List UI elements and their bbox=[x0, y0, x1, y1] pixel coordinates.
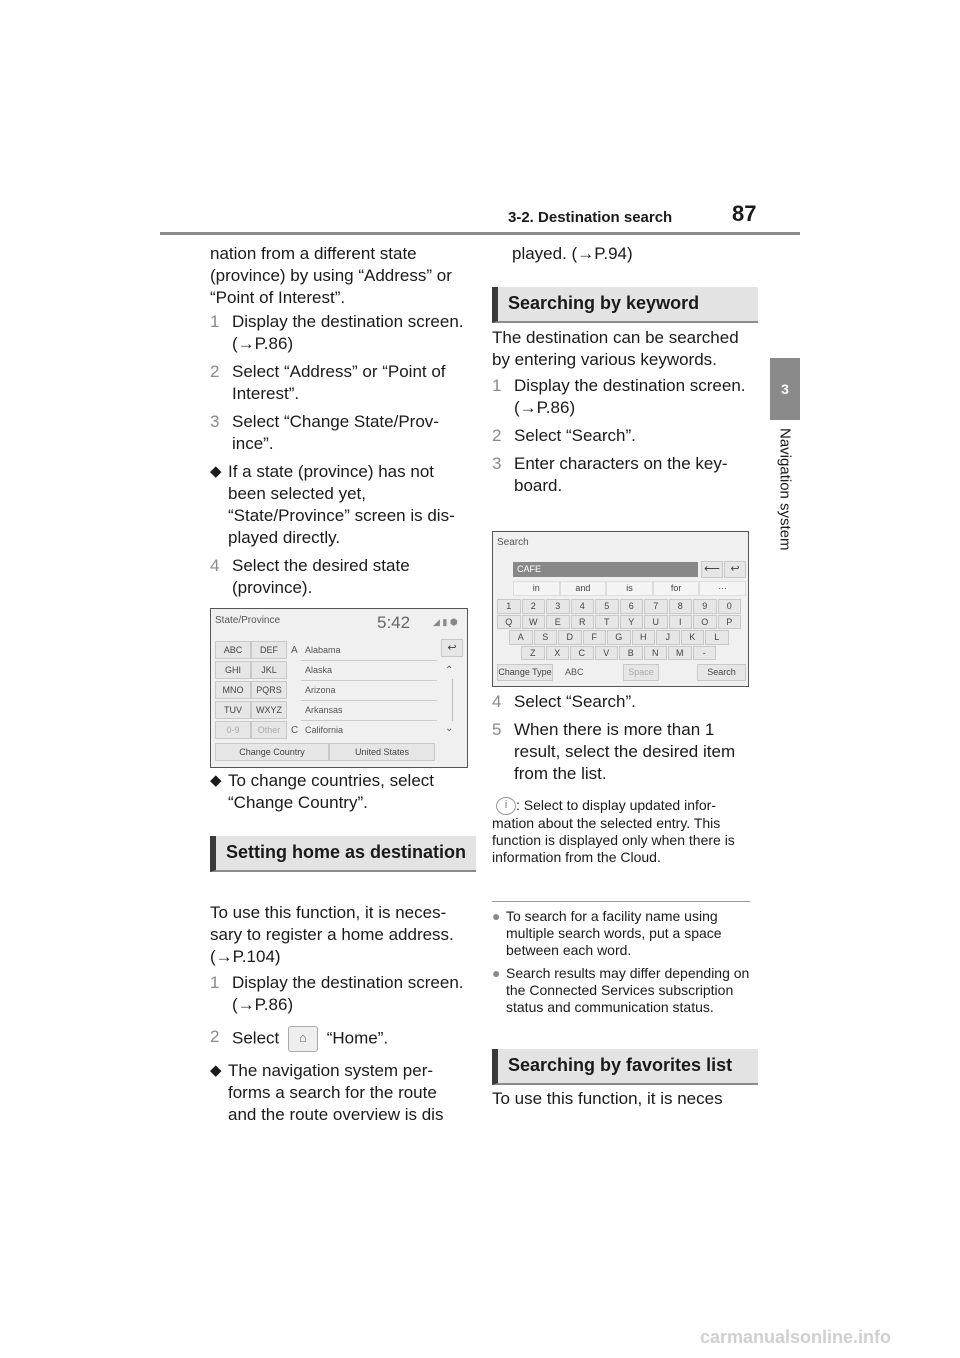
kw-step-1: 1 Display the destination screen. (→P.86) bbox=[492, 376, 746, 417]
keyboard-key[interactable]: E bbox=[546, 615, 570, 630]
screen-title: State/Province bbox=[215, 615, 281, 626]
scrollbar[interactable] bbox=[452, 679, 453, 721]
divider bbox=[492, 901, 750, 902]
keyboard-key[interactable]: 1 bbox=[497, 599, 521, 614]
page-number: 87 bbox=[732, 201, 757, 226]
state-province-screenshot bbox=[210, 608, 468, 768]
key-0-9[interactable]: 0-9 bbox=[215, 721, 251, 739]
scroll-up-icon[interactable]: ⌃ bbox=[445, 665, 454, 676]
change-type-button[interactable]: Change Type bbox=[497, 664, 553, 681]
kw-step-4: 4 Select “Search”. bbox=[492, 692, 636, 711]
header-rule bbox=[160, 232, 800, 235]
suggestion-key[interactable]: for bbox=[653, 581, 700, 596]
back-icon[interactable]: ↩ bbox=[441, 639, 463, 657]
section-heading-favorites: Searching by favorites list bbox=[492, 1049, 758, 1085]
list-item[interactable]: Arkansas bbox=[301, 701, 437, 721]
keyboard-key[interactable]: C bbox=[570, 646, 594, 661]
country-value: United States bbox=[329, 743, 435, 761]
keyboard-key[interactable]: M bbox=[668, 646, 692, 661]
section-heading-home: Setting home as destination bbox=[210, 836, 476, 872]
index-letter-a: A bbox=[291, 645, 298, 656]
key-mno[interactable]: MNO bbox=[215, 681, 251, 699]
keyboard-key[interactable]: S bbox=[534, 630, 558, 645]
back-icon[interactable]: ↩ bbox=[724, 561, 746, 578]
keyboard-key[interactable]: N bbox=[644, 646, 668, 661]
home-intro: To use this function, it is necessary to register a home address. (→P.104) bbox=[210, 903, 454, 966]
keyboard-key[interactable]: F bbox=[583, 630, 607, 645]
keyboard-key[interactable]: 4 bbox=[571, 599, 595, 614]
search-button[interactable]: Search bbox=[697, 664, 746, 681]
status-icons: ◢ ▮ ⬢ bbox=[433, 617, 458, 627]
suggestion-key[interactable]: is bbox=[606, 581, 653, 596]
keyboard-key[interactable]: - bbox=[693, 646, 717, 661]
right-column bbox=[492, 243, 752, 265]
state-list bbox=[301, 641, 437, 740]
notes bbox=[492, 908, 750, 1016]
change-country-button[interactable]: Change Country bbox=[215, 743, 329, 761]
step-3: 3 Select “Change State/Province”. bbox=[210, 412, 439, 453]
search-input[interactable]: CAFE bbox=[513, 562, 698, 577]
keyboard-key[interactable]: J bbox=[656, 630, 680, 645]
keyboard-key[interactable]: Q bbox=[497, 615, 521, 630]
info-note: i : Select to display updated information about the selected entry. This function is displayed only when there is information from the Cloud. bbox=[492, 797, 735, 866]
list-item[interactable]: Alaska bbox=[301, 661, 437, 681]
screen-title: Search bbox=[497, 537, 529, 548]
list-item[interactable]: California bbox=[305, 725, 344, 735]
backspace-icon[interactable]: ⟵ bbox=[701, 561, 723, 578]
kw-step-3: 3 Enter characters on the keyboard. bbox=[492, 454, 728, 495]
step-1: 1 Display the destination screen. (→P.86) bbox=[210, 312, 464, 353]
favorites-intro: To use this function, it is neces bbox=[492, 1089, 723, 1108]
keyboard-key[interactable]: P bbox=[718, 615, 742, 630]
continuation-text: played. (→P.94) bbox=[512, 244, 633, 263]
keyboard-key[interactable]: 2 bbox=[522, 599, 546, 614]
left-column-2 bbox=[210, 770, 468, 814]
keyboard-key[interactable]: A bbox=[509, 630, 533, 645]
key-abc[interactable]: ABC bbox=[215, 641, 251, 659]
key-def[interactable]: DEF bbox=[251, 641, 287, 659]
keyboard-key[interactable]: I bbox=[669, 615, 693, 630]
keyboard-key[interactable]: Z bbox=[521, 646, 545, 661]
list-item[interactable]: Alabama bbox=[301, 641, 437, 661]
keyboard-key[interactable]: L bbox=[705, 630, 729, 645]
key-ghi[interactable]: GHI bbox=[215, 661, 251, 679]
input-type-label: ABC bbox=[565, 667, 584, 677]
keyboard-key[interactable]: O bbox=[693, 615, 717, 630]
right-column-3 bbox=[492, 691, 750, 785]
keyboard-key[interactable]: W bbox=[522, 615, 546, 630]
intro-text: nation from a different state (province) by using “Address” or “Point of Interest”. bbox=[210, 244, 452, 307]
section-title: 3-2. Destination search bbox=[508, 209, 673, 226]
scroll-down-icon[interactable]: ⌄ bbox=[445, 723, 454, 734]
keyboard-key[interactable]: 0 bbox=[718, 599, 742, 614]
kw-step-5: 5 When there is more than 1 result, select the desired item from the list. bbox=[492, 720, 736, 783]
clock: 5:42 bbox=[377, 613, 411, 632]
keyboard-key[interactable]: G bbox=[607, 630, 631, 645]
chapter-side-label: Navigation system bbox=[776, 428, 794, 551]
key-tuv[interactable]: TUV bbox=[215, 701, 251, 719]
step-4: 4 Select the desired state (province). bbox=[210, 556, 410, 597]
bullet-route-overview: ◆ The navigation system performs a search for the route and the route overview is dis bbox=[210, 1061, 444, 1124]
step-2: 2 Select “Address” or “Point of Interest”. bbox=[210, 362, 446, 403]
key-pqrs[interactable]: PQRS bbox=[251, 681, 287, 699]
suggestion-key[interactable]: ··· bbox=[699, 581, 746, 596]
bullet-state-not-selected: ◆ If a state (province) has not been selected yet, “State/Province” screen is displayed directly. bbox=[210, 462, 455, 547]
keyboard bbox=[493, 598, 750, 664]
keyboard-key[interactable]: T bbox=[595, 615, 619, 630]
keyboard-key[interactable]: 3 bbox=[546, 599, 570, 614]
home-icon: ⌂ bbox=[288, 1026, 318, 1052]
keyword-intro: The destination can be searched by entering various keywords. bbox=[492, 328, 739, 369]
key-wxyz[interactable]: WXYZ bbox=[251, 701, 287, 719]
kw-step-2: 2 Select “Search”. bbox=[492, 426, 636, 445]
chapter-tab: 3 bbox=[770, 358, 800, 420]
keyboard-key[interactable]: D bbox=[558, 630, 582, 645]
note-search-words: ● To search for a facility name using multiple search words, put a space between each word. bbox=[492, 908, 722, 958]
search-keyboard-screenshot bbox=[492, 531, 749, 687]
keyboard-key[interactable]: R bbox=[571, 615, 595, 630]
suggestion-key[interactable]: and bbox=[560, 581, 607, 596]
watermark: carmanualsonline.info bbox=[700, 1327, 892, 1347]
info-icon: i bbox=[496, 797, 516, 815]
key-other[interactable]: Other bbox=[251, 721, 287, 739]
left-column bbox=[210, 243, 468, 599]
note-search-results: ● Search results may differ depending on the Connected Services subscription status and communication status. bbox=[492, 965, 750, 1015]
left-column-3 bbox=[210, 902, 468, 1126]
keyboard-key[interactable]: Y bbox=[620, 615, 644, 630]
keyboard-key[interactable]: U bbox=[644, 615, 668, 630]
list-item[interactable]: Arizona bbox=[301, 681, 437, 701]
key-jkl[interactable]: JKL bbox=[251, 661, 287, 679]
suggestion-key[interactable]: in bbox=[513, 581, 560, 596]
keyboard-key[interactable]: 5 bbox=[595, 599, 619, 614]
index-letter-c: C bbox=[291, 725, 299, 736]
keyboard-key[interactable]: 6 bbox=[620, 599, 644, 614]
home-step-1: 1 Display the destination screen. (→P.86) bbox=[210, 973, 464, 1014]
keyboard-key[interactable]: H bbox=[632, 630, 656, 645]
space-button[interactable]: Space bbox=[623, 664, 659, 681]
keyboard-key[interactable]: K bbox=[681, 630, 705, 645]
keyboard-key[interactable]: V bbox=[595, 646, 619, 661]
suggestion-bar bbox=[513, 581, 746, 596]
keyboard-key[interactable]: B bbox=[619, 646, 643, 661]
section-heading-keyword: Searching by keyword bbox=[492, 287, 758, 323]
keyboard-key[interactable]: 8 bbox=[669, 599, 693, 614]
keyboard-key[interactable]: 9 bbox=[693, 599, 717, 614]
right-column-2 bbox=[492, 327, 750, 497]
right-column-4 bbox=[492, 1088, 750, 1110]
bullet-change-countries: ◆ To change countries, select “Change Country”. bbox=[210, 771, 435, 812]
keyboard-key[interactable]: X bbox=[546, 646, 570, 661]
home-step-2: 2 Select ⌂ “Home”. bbox=[210, 1026, 468, 1052]
keyboard-key[interactable]: 7 bbox=[644, 599, 668, 614]
